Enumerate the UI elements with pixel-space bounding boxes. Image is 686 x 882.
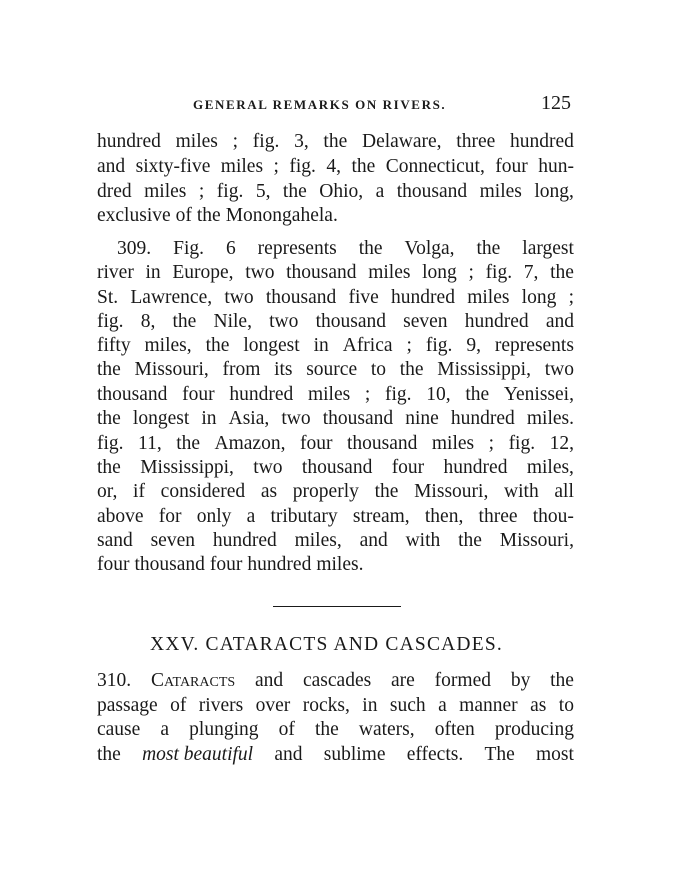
word: hundred bbox=[443, 457, 508, 478]
word: largest bbox=[522, 238, 574, 259]
word: from bbox=[222, 359, 261, 380]
text-line bbox=[97, 529, 574, 553]
word: 309. bbox=[117, 238, 152, 259]
text-line bbox=[117, 237, 574, 261]
word: two bbox=[224, 287, 254, 308]
word: and bbox=[255, 670, 284, 691]
word: fig. bbox=[252, 131, 280, 152]
word: fig. bbox=[485, 262, 513, 283]
word: four bbox=[182, 384, 215, 405]
word: Missouri, bbox=[414, 481, 489, 502]
text-line bbox=[97, 694, 574, 718]
word: seven bbox=[403, 311, 448, 332]
word: Amazon, bbox=[214, 433, 286, 454]
word: stream, bbox=[352, 506, 410, 527]
text-line bbox=[97, 310, 574, 334]
word: and bbox=[545, 311, 574, 332]
word: and bbox=[97, 156, 126, 177]
text-line bbox=[97, 383, 574, 407]
word: Connecticut, bbox=[385, 156, 485, 177]
word: The bbox=[484, 744, 515, 765]
word: fig. bbox=[425, 335, 453, 356]
word: ; bbox=[198, 181, 205, 202]
word: above bbox=[97, 506, 144, 527]
word: Ohio, bbox=[319, 181, 364, 202]
word: with bbox=[504, 481, 539, 502]
word: sublime bbox=[323, 744, 386, 765]
word: effects. bbox=[406, 744, 464, 765]
word: manner bbox=[459, 695, 518, 716]
word: in bbox=[313, 335, 329, 356]
word: its bbox=[274, 359, 293, 380]
word: hundred bbox=[391, 287, 455, 308]
word: considered bbox=[160, 481, 246, 502]
word: to bbox=[370, 359, 386, 380]
word: as bbox=[260, 481, 278, 502]
word: the bbox=[314, 719, 339, 740]
word: two bbox=[281, 408, 311, 429]
word: miles bbox=[467, 287, 510, 308]
word: hundred bbox=[510, 131, 574, 152]
word: two bbox=[269, 311, 299, 332]
word: miles. bbox=[526, 408, 574, 429]
word: properly bbox=[292, 481, 359, 502]
word: represents bbox=[494, 335, 574, 356]
text-line bbox=[97, 358, 574, 382]
word: the bbox=[465, 384, 490, 405]
word: 8, bbox=[140, 311, 156, 332]
word: miles, bbox=[294, 530, 342, 551]
text-line bbox=[97, 180, 574, 204]
word: 6 bbox=[225, 238, 236, 259]
word: fig. bbox=[289, 156, 316, 177]
word: by bbox=[510, 670, 531, 691]
word: of bbox=[175, 205, 192, 226]
word: only bbox=[196, 506, 232, 527]
word: represents bbox=[257, 238, 337, 259]
running-head bbox=[193, 94, 571, 116]
word: the bbox=[172, 311, 197, 332]
word: the bbox=[282, 181, 307, 202]
text-line bbox=[97, 204, 574, 228]
word: fig. bbox=[216, 181, 244, 202]
word: thousand bbox=[346, 433, 418, 454]
word: hundred bbox=[97, 131, 161, 152]
word: nine bbox=[405, 408, 439, 429]
word: as bbox=[530, 695, 547, 716]
word: then, bbox=[424, 506, 464, 527]
word: thousand bbox=[97, 384, 168, 405]
word: cascades bbox=[303, 670, 372, 691]
text-line bbox=[97, 553, 574, 577]
word: long, bbox=[534, 181, 574, 202]
word: 7, bbox=[523, 262, 539, 283]
word: Nile, bbox=[213, 311, 252, 332]
word: source bbox=[306, 359, 358, 380]
word: Mississippi, bbox=[437, 359, 531, 380]
word: miles bbox=[368, 262, 411, 283]
word: two bbox=[245, 262, 275, 283]
word: the bbox=[458, 530, 482, 551]
word: the bbox=[550, 670, 574, 691]
word: a bbox=[160, 719, 170, 740]
word: the bbox=[399, 359, 424, 380]
word: Missouri, bbox=[499, 530, 574, 551]
word: a bbox=[438, 695, 447, 716]
word: Missouri, bbox=[134, 359, 209, 380]
running-head-title: GENERAL REMARKS ON RIVERS. bbox=[193, 97, 447, 112]
word: St. bbox=[97, 287, 119, 308]
word: hundred bbox=[212, 530, 277, 551]
word: hun- bbox=[538, 156, 574, 177]
word: thousand bbox=[396, 181, 468, 202]
word: the bbox=[550, 262, 574, 283]
word: producing bbox=[494, 719, 574, 740]
word: thousand bbox=[301, 457, 373, 478]
word: the bbox=[374, 481, 399, 502]
text-line bbox=[97, 261, 574, 285]
word: two bbox=[253, 457, 283, 478]
word: thousand bbox=[315, 311, 386, 332]
word: passage bbox=[97, 695, 158, 716]
word: the bbox=[97, 408, 121, 429]
word: fig. bbox=[97, 433, 124, 454]
section-heading: XXV. CATARACTS AND CASCADES. bbox=[150, 634, 503, 655]
word: miles. bbox=[316, 554, 364, 575]
word: the bbox=[205, 335, 230, 356]
word: of bbox=[278, 719, 295, 740]
word: ; bbox=[488, 433, 495, 454]
word: tributary bbox=[270, 506, 338, 527]
word: four bbox=[495, 156, 528, 177]
word: and bbox=[274, 744, 303, 765]
word: four bbox=[391, 457, 425, 478]
word: 11, bbox=[138, 433, 162, 454]
word: hundred bbox=[229, 384, 294, 405]
word: Lawrence, bbox=[130, 287, 213, 308]
word: Monongahela. bbox=[225, 205, 338, 226]
word: 4, bbox=[326, 156, 341, 177]
word: rocks, bbox=[302, 695, 350, 716]
word: seven bbox=[150, 530, 195, 551]
emphasized-text: most beautiful bbox=[142, 744, 254, 765]
word: all bbox=[554, 481, 574, 502]
word: Asia, bbox=[228, 408, 270, 429]
word: such bbox=[389, 695, 426, 716]
word: with bbox=[405, 530, 441, 551]
word: over bbox=[255, 695, 291, 716]
word: or, bbox=[97, 481, 118, 502]
word: Yenissei, bbox=[503, 384, 574, 405]
text-line bbox=[97, 669, 574, 693]
word: exclusive bbox=[97, 205, 171, 226]
word: three bbox=[478, 506, 518, 527]
word: ; bbox=[364, 384, 371, 405]
word: 12, bbox=[549, 433, 574, 454]
word: five bbox=[348, 287, 379, 308]
paragraph-number: 310. bbox=[97, 670, 132, 691]
text-line bbox=[97, 743, 574, 767]
word: the bbox=[351, 156, 376, 177]
word: fig. bbox=[385, 384, 412, 405]
text-line bbox=[97, 456, 574, 480]
word: hundred bbox=[247, 554, 312, 575]
word: 10, bbox=[426, 384, 451, 405]
text-line bbox=[97, 480, 574, 504]
word: the bbox=[323, 131, 348, 152]
section-divider bbox=[273, 606, 401, 607]
word: and bbox=[359, 530, 388, 551]
word: miles bbox=[431, 433, 475, 454]
word: thousand bbox=[134, 554, 205, 575]
word: Fig. bbox=[173, 238, 204, 259]
word: sixty-five bbox=[135, 156, 211, 177]
word: the bbox=[97, 457, 121, 478]
word: 3, bbox=[294, 131, 309, 152]
word: rivers bbox=[198, 695, 244, 716]
word: a bbox=[246, 506, 256, 527]
word: 5, bbox=[255, 181, 271, 202]
word: miles bbox=[175, 131, 218, 152]
word: if bbox=[133, 481, 145, 502]
line-text: the bbox=[97, 744, 121, 765]
word: four bbox=[209, 554, 243, 575]
word: four bbox=[299, 433, 333, 454]
word: longest bbox=[132, 408, 190, 429]
word: ; bbox=[273, 156, 279, 177]
text-line bbox=[97, 407, 574, 431]
word: in bbox=[362, 695, 378, 716]
text-line bbox=[97, 130, 574, 154]
text-line bbox=[97, 505, 574, 529]
word: thousand bbox=[265, 287, 337, 308]
word: thou- bbox=[532, 506, 574, 527]
word: miles bbox=[220, 156, 264, 177]
word: cause bbox=[97, 719, 141, 740]
word: in bbox=[145, 262, 161, 283]
word: are bbox=[391, 670, 415, 691]
word: miles, bbox=[144, 335, 192, 356]
word: the bbox=[196, 205, 221, 226]
word: fig. bbox=[97, 311, 124, 332]
word: miles bbox=[479, 181, 522, 202]
word: of bbox=[170, 695, 187, 716]
word: fig. bbox=[508, 433, 536, 454]
word: dred bbox=[97, 181, 132, 202]
word: ; bbox=[232, 131, 239, 152]
word: formed bbox=[434, 670, 491, 691]
text-line bbox=[97, 334, 574, 358]
word: the bbox=[176, 433, 201, 454]
word: ; bbox=[568, 287, 574, 308]
word: Mississippi, bbox=[140, 457, 234, 478]
lead-word: Cataracts bbox=[150, 670, 236, 691]
word: miles bbox=[307, 384, 351, 405]
word: thousand bbox=[322, 408, 394, 429]
word: sand bbox=[97, 530, 133, 551]
word: hundred bbox=[464, 311, 529, 332]
word: to bbox=[558, 695, 574, 716]
word: long bbox=[422, 262, 457, 283]
word: the bbox=[476, 238, 501, 259]
word: four bbox=[97, 554, 130, 575]
word: the bbox=[97, 359, 121, 380]
word: Volga, bbox=[404, 238, 455, 259]
word: 9, bbox=[466, 335, 481, 356]
word: fifty bbox=[97, 335, 131, 356]
page-number: 125 bbox=[541, 92, 571, 114]
word: miles, bbox=[526, 457, 574, 478]
word: longest bbox=[243, 335, 300, 356]
word: the bbox=[358, 238, 383, 259]
word: river bbox=[97, 262, 134, 283]
word: waters, bbox=[358, 719, 415, 740]
word: ; bbox=[406, 335, 412, 356]
word: in bbox=[201, 408, 217, 429]
word: for bbox=[158, 506, 182, 527]
word: ; bbox=[468, 262, 474, 283]
word: a bbox=[375, 181, 385, 202]
word: three bbox=[456, 131, 496, 152]
word: hundred bbox=[450, 408, 515, 429]
word: miles bbox=[144, 181, 187, 202]
word: Africa bbox=[342, 335, 393, 356]
word: Europe, bbox=[172, 262, 234, 283]
word: plunging bbox=[189, 719, 259, 740]
word: thousand bbox=[286, 262, 357, 283]
text-line bbox=[97, 155, 574, 179]
text-line bbox=[97, 718, 574, 742]
word: long bbox=[521, 287, 557, 308]
word: most bbox=[536, 744, 574, 765]
text-line bbox=[97, 286, 574, 310]
word: often bbox=[434, 719, 475, 740]
word: Delaware, bbox=[361, 131, 442, 152]
text-line bbox=[97, 432, 574, 456]
word: two bbox=[544, 359, 574, 380]
